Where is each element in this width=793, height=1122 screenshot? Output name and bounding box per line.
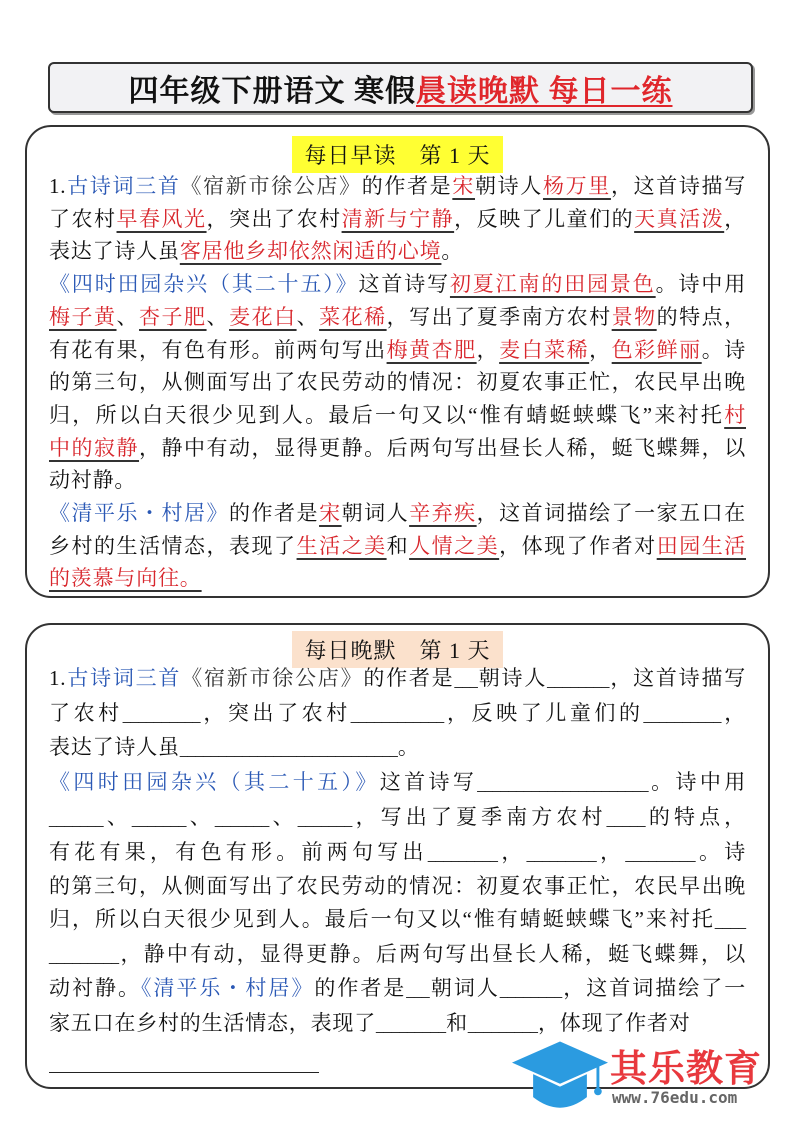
text: ，这首诗描写: [609, 666, 747, 690]
text-line: [49, 662, 746, 697]
answer-blank[interactable]: ________: [499, 982, 563, 999]
text: ，反映了儿童们的: [444, 700, 644, 725]
answer-text: 初夏江南的田园景色: [449, 272, 656, 297]
answer-blank[interactable]: __________: [122, 706, 201, 723]
text-line: [49, 870, 746, 903]
answer-text: 宋: [452, 174, 475, 198]
text-line: [49, 697, 746, 732]
text: ，这首诗描写: [610, 174, 747, 198]
answer-text: 田园生活: [656, 533, 747, 558]
text-line: [49, 301, 746, 334]
poem-title: 《四时田园杂兴（其二十五）》: [49, 770, 380, 795]
text-line: [49, 938, 746, 973]
poem-title: 《清平乐・村居》: [49, 501, 230, 526]
answer-text: 宋: [319, 501, 342, 526]
text: 朝词人: [341, 501, 410, 526]
poem-title: 《四时田园杂兴（其二十五）》: [49, 272, 359, 297]
text: ，: [589, 337, 612, 362]
text: 乡村的生活情态，表现了: [49, 533, 297, 558]
text-line: [49, 731, 746, 766]
text: ，: [721, 700, 746, 725]
answer-text: 杏子肥: [139, 304, 207, 329]
text: 。: [441, 239, 464, 264]
text: ，: [596, 839, 626, 864]
text: ，: [724, 206, 746, 231]
text: 1.: [49, 666, 67, 690]
morning-body: [49, 170, 746, 595]
text-line: [49, 268, 746, 301]
answer-text: 梅子黄: [49, 304, 117, 329]
text: ，突出了农村: [206, 206, 342, 231]
text: 朝诗人: [475, 174, 543, 198]
text: 动衬静。: [49, 468, 137, 493]
poem-title: 古诗词三首: [66, 174, 181, 198]
answer-text: 清新与宁静: [341, 206, 455, 231]
answer-text: 景物: [611, 304, 657, 329]
text: 、: [269, 804, 298, 829]
text: 。诗中用: [648, 770, 747, 795]
text: ，静中有动，显得更静。后两句写出昼长人稀，蜓飞蝶舞，以: [139, 435, 746, 460]
text: 的作者是: [229, 501, 320, 526]
text: ，体现了作者对: [499, 533, 657, 558]
text: 家五口在乡村的生活情态，表现了: [49, 1011, 376, 1036]
answer-text: 麦花白: [229, 304, 297, 329]
answer-blank[interactable]: _________: [49, 947, 120, 964]
text: ，体现了作者对: [537, 1011, 691, 1036]
poem-title: 《清平乐・村居》: [140, 976, 315, 1001]
answer-text: 菜花稀: [319, 304, 387, 329]
text: 1.: [49, 174, 67, 198]
text: 。诗: [701, 337, 747, 362]
answer-blank[interactable]: _______: [214, 810, 270, 827]
answer-blank[interactable]: ____________________________: [179, 741, 398, 758]
brand-url: www.76edu.com: [612, 1088, 738, 1107]
text-line: [49, 766, 746, 801]
answer-blank[interactable]: ________: [547, 672, 610, 688]
text: ，: [497, 839, 527, 864]
graduation-cap-icon: [512, 1040, 608, 1115]
answer-text: 客居他乡却依然闲适的心境: [179, 239, 442, 264]
text: 、: [186, 804, 215, 829]
answer-blank[interactable]: _______: [297, 810, 353, 827]
poem-title: 《宿新市徐公店》: [180, 174, 362, 198]
answer-blank[interactable]: ___: [454, 672, 478, 688]
text-line: [49, 903, 746, 938]
evening-dictation-section: [25, 623, 770, 1089]
text-line: [49, 334, 746, 367]
text-line: [49, 203, 746, 236]
text: 和: [446, 1011, 468, 1036]
text: 朝词人: [429, 976, 500, 1001]
text: 的特点，: [656, 304, 746, 329]
answer-blank[interactable]: _________: [376, 1017, 447, 1034]
text: 的特点，: [645, 804, 746, 829]
answer-text: 辛弃疾: [409, 501, 477, 526]
answer-blank[interactable]: [49, 1053, 319, 1073]
morning-reading-section: [25, 125, 770, 598]
answer-blank[interactable]: _________: [526, 845, 597, 862]
answer-blank[interactable]: __________: [643, 706, 722, 723]
text: 的作者是: [361, 174, 453, 198]
text-line: [49, 170, 746, 203]
brand-name: 其乐教育: [610, 1047, 762, 1090]
text-line: [49, 366, 746, 399]
text: ，静中有动，显得更静。后两句写出昼长人稀，蜓飞蝶舞，以: [119, 941, 746, 966]
text-line: [49, 530, 746, 563]
text: 、: [206, 304, 230, 329]
answer-blank[interactable]: ______________________: [477, 776, 649, 793]
text-line: [49, 432, 746, 465]
answer-blank[interactable]: _______: [49, 810, 104, 827]
answer-text: 中的寂静: [49, 435, 140, 460]
text: 了农村: [49, 700, 123, 725]
text: 归，所以白天很少见到人。最后一句又以“惟有蜻蜓蛱蝶飞”来衬托: [49, 906, 715, 931]
evening-heading: 每日晚默 第 1 天: [292, 631, 502, 668]
morning-heading: 每日早读 第 1 天: [292, 136, 502, 173]
text: 归，所以白天很少见到人。最后一句又以“惟有蜻蜓蛱蝶飞”来衬托: [49, 402, 725, 427]
text: ，反映了儿童们的: [454, 206, 635, 231]
title-slogan: 晨读晚默 每日一练: [416, 74, 673, 108]
text: 有花有果，有色有形。前两句写出: [49, 839, 428, 864]
text: 、: [103, 804, 132, 829]
text: 表达了诗人虽: [49, 239, 180, 264]
text: 和: [386, 533, 410, 558]
text: 了农村: [49, 206, 117, 231]
answer-text: 色彩鲜丽: [611, 337, 702, 362]
text-line: [49, 235, 746, 268]
answer-blank[interactable]: _______: [131, 810, 187, 827]
text: 。: [397, 735, 420, 760]
title-grade: 四年级下册语文 寒假: [128, 74, 416, 108]
text: ，写出了夏季南方农村: [386, 304, 612, 329]
answer-text: 杨万里: [542, 174, 611, 198]
brand-logo: [510, 1030, 785, 1115]
answer-text: 的羡慕与向往。: [49, 566, 202, 591]
poem-title: 《宿新市徐公店》: [181, 666, 364, 690]
answer-text: 麦白菜稀: [499, 337, 590, 362]
text: 这首诗写: [379, 770, 478, 795]
answer-text: 生活之美: [296, 533, 387, 558]
text: 朝诗人: [477, 666, 548, 690]
text-line: [49, 801, 746, 836]
text: 的作者是: [314, 976, 407, 1001]
text: 的作者是: [363, 666, 455, 690]
text: 、: [116, 304, 140, 329]
text: 。诗中用: [655, 272, 747, 297]
answer-blank[interactable]: _________: [427, 845, 498, 862]
answer-text: 人情之美: [409, 533, 500, 558]
text: 、: [296, 304, 320, 329]
text-line: [49, 562, 746, 595]
text-line: [49, 497, 746, 530]
text-line: [49, 399, 746, 432]
text-line: [49, 464, 746, 497]
answer-text: 梅黄杏肥: [386, 337, 477, 362]
text: 有花有果，有色有形。前两句写出: [49, 337, 387, 362]
text: 的第三句，从侧面写出了农民劳动的情况：初夏农事正忙，农民早出晚: [49, 370, 746, 395]
answer-blank[interactable]: _________: [625, 845, 696, 862]
text: ，突出了农村: [200, 700, 351, 725]
answer-text: 早春风光: [116, 206, 207, 231]
text: ，这首词描绘了一家五口在: [476, 501, 746, 526]
page-title: [48, 62, 753, 113]
text: 这首诗写: [358, 272, 450, 297]
text: 动衬静。: [49, 976, 141, 1001]
text: ，: [476, 337, 500, 362]
answer-blank[interactable]: _________: [467, 1017, 538, 1034]
text: ，写出了夏季南方农村: [352, 804, 607, 829]
evening-body: [49, 662, 746, 1082]
answer-blank[interactable]: ___: [406, 982, 430, 999]
text-line: [49, 972, 746, 1007]
text: ，这首词描绘了一: [562, 976, 746, 1001]
text-line: [49, 836, 746, 871]
answer-blank[interactable]: _____: [606, 810, 646, 827]
text: 表达了诗人虽: [49, 735, 180, 760]
answer-blank[interactable]: ____: [714, 912, 746, 929]
text: 的第三句，从侧面写出了农民劳动的情况：初夏农事正忙，农民早出晚: [49, 874, 746, 899]
answer-text: 村: [724, 402, 746, 427]
answer-text: 天真活泼: [634, 206, 725, 231]
text: 。诗: [695, 839, 746, 864]
poem-title: 古诗词三首: [66, 666, 182, 690]
answer-blank[interactable]: ____________: [350, 706, 445, 723]
